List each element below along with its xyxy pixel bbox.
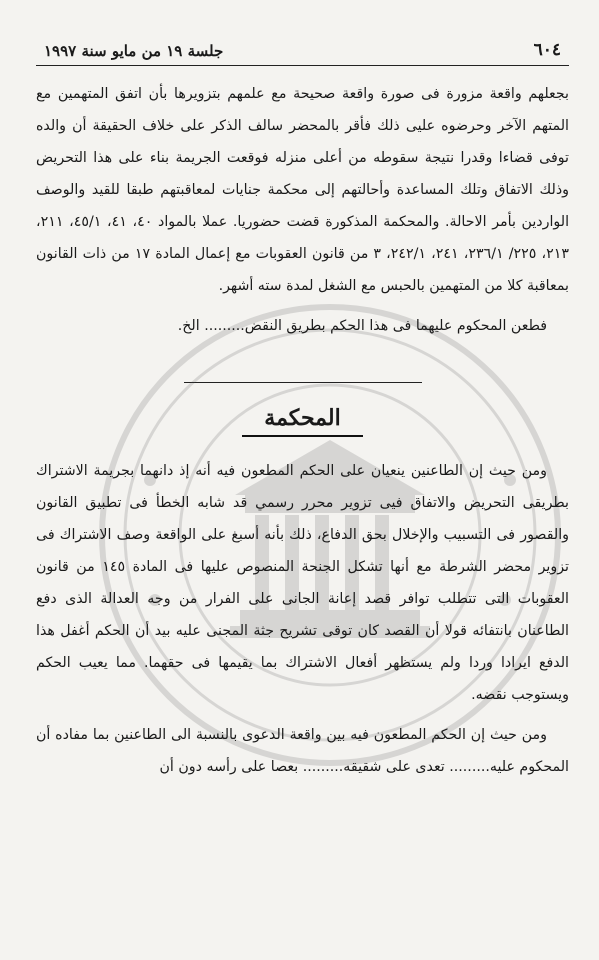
section-divider <box>184 382 422 383</box>
appeal-paragraph: فطعن المحكوم عليهما فى هذا الحكم بطريق النقض......... الخ. <box>177 318 547 334</box>
session-date: جلسة ١٩ من مايو سنة ١٩٩٧ <box>44 42 224 60</box>
body-paragraph: ومن حيث إن الطاعنين ينعيان على الحكم المطعون فيه أنه إذ دانهما بجريمة الاشتراك بطريقى التحريض والاتفاق فيى تزوير محرر رسمي قد شابه الخطأ فى تطبيق القانون والقصور فى التسبيب والإخلال بحق الدفاع، ذلك بأنه أسبغ على الواقعة وصف الاشتراك فى تزوير محضر الشرطة مع أنها تشكل الجنحة المنصوص عليها فى المادة ١٤٥ من قانون العقوبات التى تتطلب توافر قصد إعانة الجانى على الفرار من وجه العدالة الذى دفع الطاعنان بانتفائه قولا أن القصد كان توقى تشريح جثة المجنى عليه بيد أن الحكم أغفل هذا الدفع ايرادا وردا ولم يستظهر أفعال الاشتراك بما يقيمها فى حقهما. مما يعيب الحكم ويستوجب نقضه. <box>36 463 569 703</box>
section-title-text: المحكمة <box>242 405 362 437</box>
section-title <box>36 405 569 437</box>
page-header <box>36 40 569 66</box>
body-paragraph: بجعلهم واقعة مزورة فى صورة واقعة صحيحة مع علمهم بتزويرها بأن اتفق المتهمين مع المتهم الآخر وحرضوه عليى ذلك فأقر بالمحضر سالف الذكر على خلاف الحقيقة أن والده توفى قضاءا وقدرا نتيجة سقوطه من أعلى منزله فوقعت الجريمة بناء على هذا التحريض وذلك الاتفاق وتلك المساعدة وأحالتهم إلى محكمة جنايات لمعاقبتهم طبقا للقيد والوصف الواردين بأمر الاحالة. والمحكمة المذكورة قضت حضوريا. عملا بالمواد ٤٠، ٤١، ٤٥/١، ٢١١، ٢١٣، ٢٢٥/ ٢٣٦/١، ٢٤١، ٢٤٢/١، ٣ من قانون العقوبات مع إعمال المادة ١٧ من ذات القانون بمعاقبة كلا من المتهمين بالحبس مع الشغل لمدة سته أشهر. <box>36 86 570 294</box>
body-paragraph: ومن حيث إن الحكم المطعون فيه بين واقعة الدعوى بالنسبة الى الطاعنين بما مفاده أن المحكوم عليه......... تعدى على شقيقه......... بعصا على رأسه دون أن <box>36 727 569 775</box>
page-number: ٦٠٤ <box>533 40 561 60</box>
